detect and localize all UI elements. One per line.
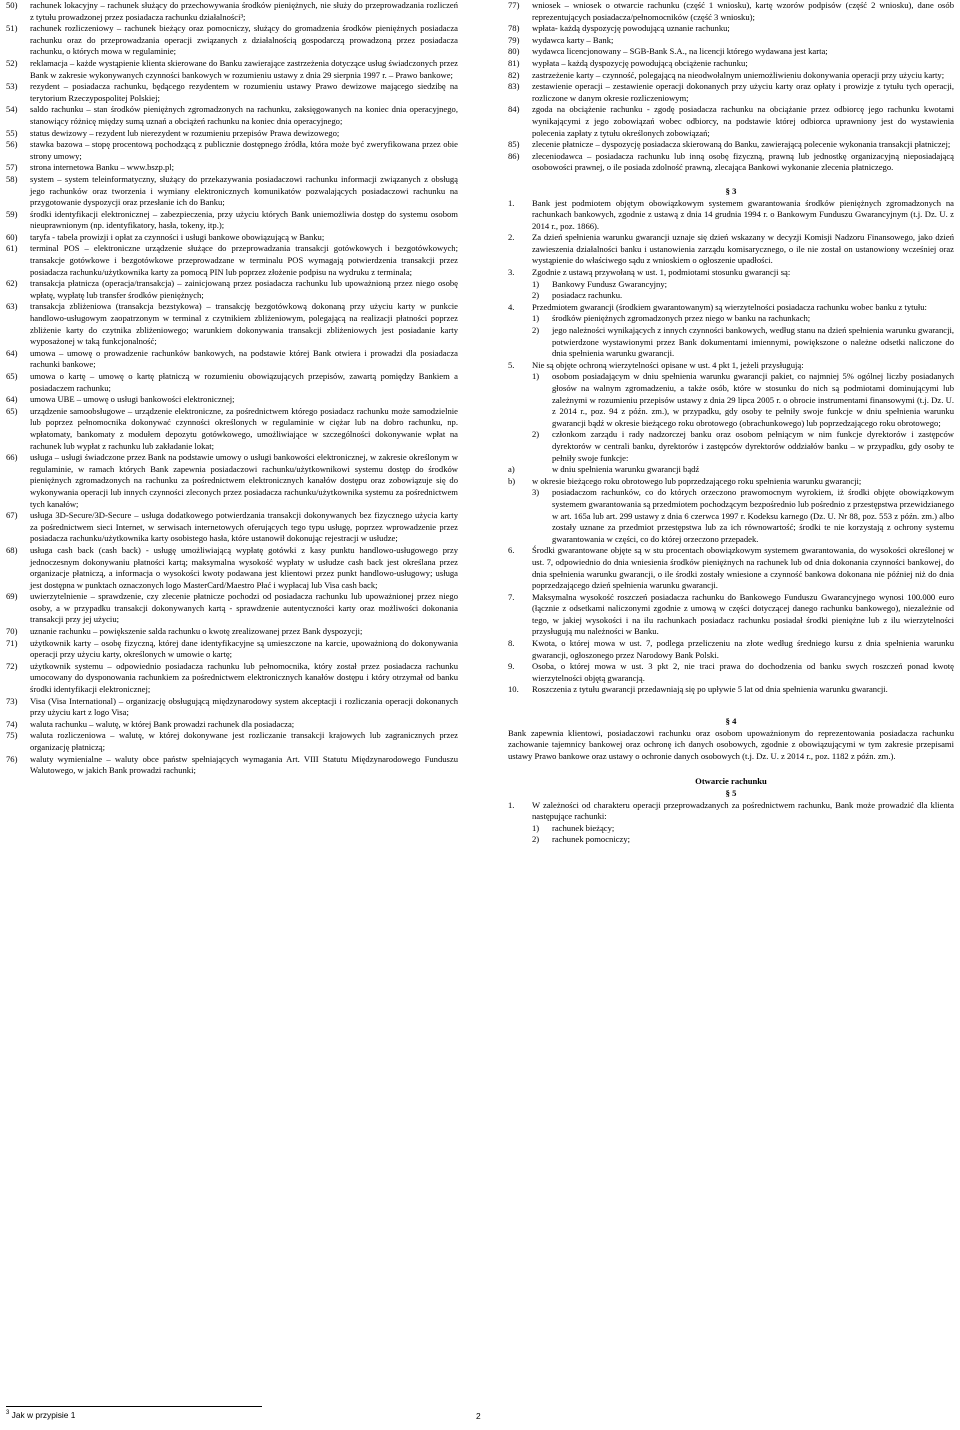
definition-number: 59) — [6, 208, 18, 219]
footnote — [6, 1410, 75, 1420]
definition-text: waluty wymienialne – waluty obce państw spełniających wymagania Art. VIII Statutu Międzynarodowego Funduszu Walutowego, w jakich Bank prowadzi rachunki; — [30, 753, 458, 776]
definition-text: umowa o kartę – umowę o kartę płatniczą w rozumieniu obowiązujących przepisów, zawartą pomiędzy Bankiem a posiadaczem rachunku; — [30, 371, 458, 393]
definition-number: 81) — [508, 57, 520, 68]
definition-number: 65) — [6, 371, 18, 381]
definition-item — [6, 452, 458, 510]
definition-number: 82) — [508, 69, 520, 80]
sec3-para-3: 3. Zgodnie z ustawą przywołaną w ust. 1, podmiotami stosunku gwarancji są: — [508, 267, 791, 278]
definition-number: 63) — [6, 301, 18, 312]
definition-text: reklamacja – każde wystąpienie klienta skierowane do Banku zawierające zastrzeżenia dotyczące usług świadczonych przez Bank w zakresie wykonywanych czynności bankowych w rozumieniu ustawy z dnia 29 sierpnia 1997 r. – Prawo bankowe; — [30, 57, 458, 80]
definition-text: saldo rachunku – stan środków pieniężnych zgromadzonych na rachunku, zaksięgowanych na koniec dnia operacyjnego, stanowiący różnicę między sumą uznań a obciążeń rachunku na koniec dnia operacyjnego; — [30, 104, 458, 126]
chapter-title: Otwarcie rachunku — [695, 776, 767, 787]
definition-number: 73) — [6, 695, 18, 706]
section-5-heading: § 5 — [725, 788, 737, 798]
definition-number: 76) — [6, 753, 18, 764]
sec3-para-3-point-2: 2) posiadacz rachunku. — [532, 290, 623, 301]
definition-text: środki identyfikacji elektronicznej – zabezpieczenia, przy użyciu których Bank uniemożliwia dostęp do systemu osobom nieuprawnionym (np. identyfikatory, hasła, tokeny, itp.); — [30, 208, 458, 231]
definition-item — [6, 23, 458, 58]
definition-text: status dewizowy – rezydent lub nierezydent w rozumieniu przepisów Prawa dewizowego; — [30, 127, 340, 138]
definition-item — [6, 128, 458, 140]
definition-text: zlecenie płatnicze – dyspozycję posiadacza skierowaną do Banku, zawierającą polecenie wykonania transakcji płatniczej; — [532, 139, 951, 150]
definition-item — [508, 35, 954, 47]
definition-item — [6, 638, 458, 661]
definition-item — [6, 58, 458, 81]
left-column — [6, 0, 458, 777]
definition-text: wydawca karty – Bank; — [532, 34, 614, 45]
section-4-heading: § 4 — [725, 716, 737, 727]
definition-item — [6, 406, 458, 452]
definition-text: wypłata – każdą dyspozycję powodującą obciążenie rachunku; — [532, 57, 748, 68]
definition-text: transakcja płatnicza (operacja/transakcja) – zainicjowaną przez posiadacza rachunku lub upoważnioną przez niego osobę wpłatę, wypłatę lub transfer środków pieniężnych; — [30, 278, 458, 300]
definition-text: zastrzeżenie karty – czynność, polegającą na nieodwołalnym uniemożliwieniu dokonywania operacji przy użyciu karty; — [532, 69, 945, 80]
definition-text: usługa – usługi świadczone przez Bank na podstawie umowy o usługi bankowości elektronicznej, w zakresie określonym w regulaminie, w ramach których Bank zapewnia posiadaczowi rachunku/użytkownikowi systemu dostęp do środków pieniężnych zgromadzonych na rachunku za pośrednictwem elektronicznych kanałów dostępu oraz zobowiązuje się do wykonywania operacji lub innych czynności zleconych przez posiadacza rachunku/użytkownika systemu za pośrednictwem tych kanałów; — [30, 452, 458, 509]
definition-text: umowa UBE – umowę o usługi bankowości elektronicznej; — [30, 394, 235, 405]
definition-text: system – system teleinformatyczny, służący do przekazywania posiadaczowi rachunku informacji związanych z obsługą jego rachunków oraz tworzenia i wymiany elektronicznych komunikatów pozwalających posiadaczowi rachunku na przygotowanie dyspozycji oraz przesłanie ich do Banku; — [30, 173, 458, 208]
definition-item — [508, 151, 954, 174]
definition-text: zleceniodawca – posiadacza rachunku lub inną osobę fizyczną, prawną lub jednostkę organizacyjną nieposiadającą osobowości prawnej, o ile posiada zdolność prawną, zlecająca Bankowi wykonanie zlecenia płatniczego. — [532, 150, 954, 173]
definition-number: 86) — [508, 150, 520, 161]
definition-number: 83) — [508, 81, 520, 92]
definition-number: 61) — [6, 243, 18, 254]
definition-item — [6, 754, 458, 777]
right-column — [508, 0, 954, 846]
definition-number: 74) — [6, 718, 18, 729]
definition-item — [6, 545, 458, 591]
definition-text: rachunek lokacyjny – rachunek służący do przechowywania środków pieniężnych, nie służy do przeprowadzania rozliczeń z tytułu prowadzonej przez posiadacza rachunku działalności³; — [30, 0, 458, 22]
definition-number: 57) — [6, 162, 18, 173]
footnote-mark: 3 — [6, 1410, 10, 1417]
definition-text: zgoda na obciążenie rachunku - zgodę posiadacza rachunku na obciążanie przez odbiorcę jego rachunku kwotami wynikającymi z jego zobowiązań wobec odbiorcy, na podstawie której odbiorca uprawniony jest do wystawienia polecenia zapłaty z tytułu określonych zobowiązań; — [532, 104, 954, 138]
definition-item — [508, 0, 954, 23]
definition-item — [6, 696, 458, 719]
definition-text: urządzenie samoobsługowe – urządzenie elektroniczne, za pośrednictwem którego posiadacz rachunku może samodzielnie lub poprzez pełnomocnika dokonywać czynności określonych w regulaminie w ciężar lub na dobro rachunku, np. wpłatomaty, bankomaty z modułem depozytu gotówkowego, umożliwiające w szczególności dokonywanie wpłat na rachunek lub wypłat z rachunku lub zakładanie lokat; — [30, 405, 458, 451]
definition-number: 56) — [6, 139, 18, 150]
sec3-para-8: 8. Kwota, o której mowa w ust. 7, podlega przeliczeniu na złote według średniego kursu z dnia spełnienia warunku gwarancji, ogłoszonego przez Narodowy Bank Polski. — [508, 638, 954, 660]
sec3-para-5-point-3: 3) posiadaczom rachunków, co do których orzeczono prawomocnym wyrokiem, iż środki objęte obowiązkowym systemem gwarantowania są przedmiotem pochodzącym bezpośrednio lub pośrednio z przestępstwa przewidzianego w art. 165a lub art. 299 ustawy z dnia 6 czerwca 1997 r. Kodeksu karnego (Dz. U. Nr 88, poz. 553 z późn. zm.) albo zostały uznane za przedmiot przestępstwa lub za ich równowartość; środki te nie korzystają z ochrony systemu gwarantowania w części, co do której orzeczono przepadek. — [532, 487, 954, 544]
definition-text: użytkownik karty – osobę fizyczną, której dane identyfikacyjne są umieszczone na karcie, upoważnioną do dokonywania operacji przy użyciu karty, określonych w umowie o kartę; — [30, 637, 458, 660]
definition-number: 51) — [6, 23, 18, 34]
definition-item — [508, 81, 954, 104]
definition-number: 70) — [6, 626, 18, 637]
definition-item — [6, 243, 458, 278]
sec3-para-10: 10. Roszczenia z tytułu gwarancji przedawniają się po upływie 5 lat od dnia spełnienia warunku gwarancji. — [508, 684, 888, 695]
definition-number: 75) — [6, 730, 18, 741]
definition-number: 84) — [508, 104, 520, 115]
section-3-heading: § 3 — [725, 185, 737, 196]
definition-item — [6, 591, 458, 626]
definition-number: 71) — [6, 637, 18, 648]
definition-number: 52) — [6, 57, 18, 68]
definition-item — [6, 174, 458, 209]
definition-text: stawka bazowa – stopę procentową pochodzącą z publicznie dostępnego źródła, która może być zweryfikowana przez obie strony umowy; — [30, 139, 458, 161]
definition-text: wpłata- każdą dyspozycję powodującą uznanie rachunku; — [532, 23, 730, 34]
definition-item — [6, 348, 458, 371]
sec5-para-1-point-1: 1) rachunek bieżący; — [532, 822, 615, 833]
definition-number: 69) — [6, 591, 18, 602]
definition-number: 72) — [6, 660, 18, 671]
definition-text: Visa (Visa International) – organizację obsługującą międzynarodowy system akceptacji i rozliczania operacji dokonanych przy użyciu kart z logo Visa; — [30, 695, 458, 718]
definition-item — [508, 139, 954, 151]
sec3-para-4-point-2: 2) jego należności wynikających z innych czynności bankowych, według stanu na dzień spełnienia warunku gwarancji, potwierdzone wystawionymi przez Bank dokumentami imiennymi, powiększone o należne odsetki naliczone do dnia spełnienia warunku gwarancji. — [532, 325, 954, 359]
definition-text: użytkownik systemu – odpowiednio posiadacza rachunku lub pełnomocnika, który został przez posiadacza rachunku umocowany do dysponowania rachunkiem za pośrednictwem elektronicznych kanałów dostępu i który otrzymał od banku środki identyfikacji elektronicznej; — [30, 660, 458, 695]
definition-item — [6, 661, 458, 696]
definition-number: 85) — [508, 139, 520, 150]
definition-text: usługa cash back (cash back) - usługę umożliwiającą wypłatę gotówki z kasy punktu handlowo-usługowego przy jednoczesnym dokonywaniu płatności kartą; maksymalna wysokość wypłaty w usłudze cash back jest określana przez organizacje płatniczą, a informacja o wysokości kwoty podawana jest klientowi przez punkt handlowo-usługowy; usługa jest dostępna w punktach oznaczonych logo MasterCard/Maestro Płać i wypłacaj lub Visa cash back; — [30, 544, 458, 590]
definition-text: rachunek rozliczeniowy – rachunek bieżący oraz pomocniczy, służący do gromadzenia środków pieniężnych posiadacza rachunku oraz do przeprowadzania operacji związanych z działalnością gospodarczą prowadzoną przez posiadacza rachunku, o których mowa w regulaminie; — [30, 23, 458, 57]
definition-number: 79) — [508, 34, 520, 45]
definition-item — [6, 730, 458, 753]
definition-item — [6, 301, 458, 347]
definition-item — [508, 46, 954, 58]
sec5-para-1: 1. W zależności od charakteru operacji przeprowadzanych za pośrednictwem rachunku, Bank może prowadzić dla klienta następujące rachunki: — [508, 799, 954, 822]
definition-number: 68) — [6, 544, 18, 555]
definition-text: usługa 3D-Secure/3D-Secure – usługa dodatkowego potwierdzania transakcji dokonywanych bez fizycznego użycia karty za pośrednictwem sieci Internet, w serwisach internetowych oferujących tego typu usługę, poprzez wprowadzenie przez posiadacza rachunku/użytkownika karty osobistego hasła, które ustanowił dokonując rejestracji w usłudze; — [30, 510, 458, 544]
sec4-text: Bank zapewnia klientowi, posiadaczowi rachunku oraz osobom upoważnionym do reprezentowania posiadacza rachunku zachowanie tajemnicy bankowej oraz ochronę ich danych osobowych, zgodnie z obowiązującymi w tym zakresie przepisami ustawy Prawo bankowe oraz ustawy o ochronie danych osobowych (t.j. Dz. U. z 2014 r., poz. 1182 z późn. zm.). — [508, 727, 954, 761]
definition-number: 77) — [508, 0, 520, 10]
definition-text: strona internetowa Banku – www.bszp.pl; — [30, 162, 175, 173]
definition-text: uwierzytelnienie – sprawdzenie, czy zlecenie płatnicze pochodzi od posiadacza rachunku lub upoważnionej przez niego osoby, a w przypadku transakcji dokonywanych kartą - sprawdzenie autentyczności karty oraz możliwości dokonania transakcji przy jej użyciu; — [30, 591, 458, 625]
sec3-para-2: 2. Za dzień spełnienia warunku gwarancji uznaje się dzień wskazany w decyzji Komisji Nadzoru Finansowego, jako dzień zawieszenia działalności banku i ustanowienia zarządu komisarycznego, o ile nie został on ustanowiony wcześniej oraz wystąpienie do właściwego sądu z wnioskiem o ogłoszenie upadłości. — [508, 232, 954, 266]
definition-text: rezydent – posiadacza rachunku, będącego rezydentem w rozumieniu ustawy Prawo dewizowe mającego siedzibę na terytorium Rzeczypospolitej Polskiej; — [30, 81, 458, 103]
definition-number: 60) — [6, 231, 18, 242]
sec3-para-6: 6. Środki gwarantowane objęte są w stu procentach obowiązkowym systemem gwarantowania, do wysokości określonej w ust. 7, odpowiednio do dnia wniesienia środków pieniężnych na rachunek lub od dnia dokonania czynności bankowej, do dnia spełnienia warunku gwarancji, o ile środki zostały wniesione a czynność bankowa dokonana nie później niż do dnia poprzedzającego dzień spełnienia warunku gwarancji. — [508, 545, 954, 591]
definition-number: 54) — [6, 104, 18, 115]
footnote-separator — [6, 1406, 262, 1407]
definition-item — [6, 139, 458, 162]
definition-number: 64) — [6, 347, 18, 358]
sec3-para-5-point-2b: b) w okresie bieżącego roku obrotowego lub poprzedzającego roku spełnienia warunku gwarancji; — [508, 475, 862, 486]
definitions-list-right — [508, 0, 954, 174]
sec3-para-5-point-1: 1) osobom posiadającym w dniu spełnienia warunku gwarancji pakiet, co najmniej 5% ogólnej liczby posiadanych głosów na walnym zgromadzeniu, a także osób, które w stosunku do nich są podmiotami dominującymi lub zależnymi w rozumieniu przepisów ustawy z dnia 29 lipca 2005 r. o obrocie instrumentami finansowymi (t.j. Dz. U. z 2014 r., poz. 94 z późn. zm.), w przypadku, gdy osoby te pełniły swoje funkcje w dniu spełnienia warunku gwarancji bądź w okresie bieżącego roku obrotowego (obrachunkowego) lub poprzedzającego roku obrotowego; — [532, 371, 954, 428]
definition-text: wydawca licencjonowany – SGB-Bank S.A., na licencji którego wydawana jest karta; — [532, 46, 828, 57]
definition-number: 66) — [6, 452, 18, 463]
definition-item — [6, 0, 458, 23]
definition-text: transakcja zbliżeniowa (transakcja bezstykowa) – transakcję bezgotówkową dokonaną przy użyciu karty w punkcie handlowo-usługowym zaopatrzonym w terminal z czytnikiem zbliżeniowym, polegającą na realizacji płatności poprzez zbliżenie karty do czytnika zbliżeniowego; warunkiem dokonywania transakcji zbliżeniowych jest posiadanie karty wyposażonej w taką funkcjonalność; — [30, 301, 458, 347]
definition-item — [508, 58, 954, 70]
definition-text: waluta rachunku – walutę, w której Bank prowadzi rachunek dla posiadacza; — [30, 718, 295, 729]
definition-number: 64) — [6, 394, 18, 405]
definition-text: terminal POS – elektroniczne urządzenie służące do przeprowadzania transakcji gotówkowych i bezgotówkowych; transakcje gotówkowe i bezgotówkowe przeprowadzane w terminalu POS wymagają potwierdzenia transakcji przez posiadacza rachunku/użytkownika karty za pomocą PIN lub poprzez złożenie podpisu na wydruku z terminala; — [30, 243, 458, 277]
definition-item — [6, 278, 458, 301]
definition-item — [6, 104, 458, 127]
definition-number: 62) — [6, 278, 18, 289]
definition-item — [6, 719, 458, 731]
definition-number: 78) — [508, 23, 520, 34]
definition-text: umowa – umowę o prowadzenie rachunków bankowych, na podstawie której Bank otwiera i prowadzi dla posiadacza rachunki bankowe; — [30, 347, 458, 370]
definition-number: 80) — [508, 46, 520, 57]
sec3-para-4: 4. Przedmiotem gwarancji (środkiem gwarantowanym) są wierzytelności posiadacza rachunku wobec banku z tytułu: — [508, 301, 927, 312]
definition-item — [6, 510, 458, 545]
definition-number: 58) — [6, 173, 18, 184]
definition-number: 55) — [6, 127, 18, 138]
definition-item — [508, 70, 954, 82]
definition-number: 53) — [6, 81, 18, 92]
definition-text: taryfa - tabela prowizji i opłat za czynności i usługi bankowe obowiązującą w Banku; — [30, 231, 325, 242]
sec3-para-5: 5. Nie są objęte ochroną wierzytelności opisane w ust. 4 pkt 1, jeżeli przysługują: — [508, 359, 804, 370]
definition-item — [6, 81, 458, 104]
definition-item — [6, 394, 458, 406]
sec3-para-1: 1. Bank jest podmiotem objętym obowiązkowym systemem gwarantowania środków pieniężnych zgromadzonych na rachunkach bankowych, zgodnie z ustawą z dnia 14 grudnia 1994 r. o Bankowym Funduszu Gwarancyjnym (t.j. Dz. U. z 2014 r., poz. 1866). — [508, 197, 954, 231]
sec5-para-1-point-2: 2) rachunek pomocniczy; — [532, 834, 631, 845]
definition-number: 67) — [6, 510, 18, 521]
sec3-para-3-point-1: 1) Bankowy Fundusz Gwarancyjny; — [532, 278, 668, 289]
sec3-para-7: 7. Maksymalna wysokość roszczeń posiadacza rachunku do Bankowego Funduszu Gwarancyjnego wynosi 100.000 euro (łącznie z odsetkami naliczonymi zgodnie z umową w części dotyczącej danego rachunku bankowego), niezależnie od tego, w jakiej wysokości i na ilu rachunkach posiadacz rachunku posiadał środki pieniężne lub z ilu wierzytelności przysługują mu należności w Banku. — [508, 591, 954, 637]
definition-item — [6, 371, 458, 394]
definition-number: 65) — [6, 405, 18, 416]
footnote-text: Jak w przypisie 1 — [11, 1410, 76, 1420]
sec3-para-5-point-2a: a) w dniu spełnienia warunku gwarancji bądź — [508, 464, 700, 475]
sec3-para-4-point-1: 1) środków pieniężnych zgromadzonych przez niego w banku na rachunkach; — [532, 313, 811, 324]
page-number: 2 — [476, 1411, 481, 1421]
definition-text: zestawienie operacji – zestawienie operacji dokonanych przy użyciu karty oraz opłaty i prowizje z tytułu tych operacji, rozliczone w danym okresie rozliczeniowym; — [532, 81, 954, 103]
definition-item — [6, 232, 458, 244]
definition-item — [508, 23, 954, 35]
definition-item — [6, 209, 458, 232]
definition-item — [6, 162, 458, 174]
definition-text: wniosek – wniosek o otwarcie rachunku (część 1 wniosku), kartę wzorów podpisów (część 2 wniosku), dane osób reprezentujących posiadacza/pełnomocników (część 3 wniosku); — [532, 0, 954, 22]
sec3-para-9: 9. Osoba, o której mowa w ust. 3 pkt 2, nie traci prawa do dochodzenia od banku swych roszczeń ponad kwotę wierzytelności objętą gwarancją. — [508, 661, 954, 683]
definition-text: waluta rozliczeniowa – walutę, w której dokonywane jest rozliczanie transakcji krajowych lub zagranicznych przez organizację płatniczą; — [30, 730, 458, 752]
definition-text: uznanie rachunku – powiększenie salda rachunku o kwotę zrealizowanej przez Bank dyspozycji; — [30, 626, 363, 637]
sec3-para-5-point-2: 2) członkom zarządu i rady nadzorczej banku oraz osobom pełniącym w nim funkcje dyrektorów i zastępców dyrektorów w centrali banku, dyrektorów i zastępców dyrektorów oddziałów banku – w przypadku, gdy osoby te pełniły swoje funkcje: — [532, 429, 954, 463]
definition-item — [508, 104, 954, 139]
definition-item — [6, 626, 458, 638]
definition-number: 50) — [6, 0, 18, 10]
